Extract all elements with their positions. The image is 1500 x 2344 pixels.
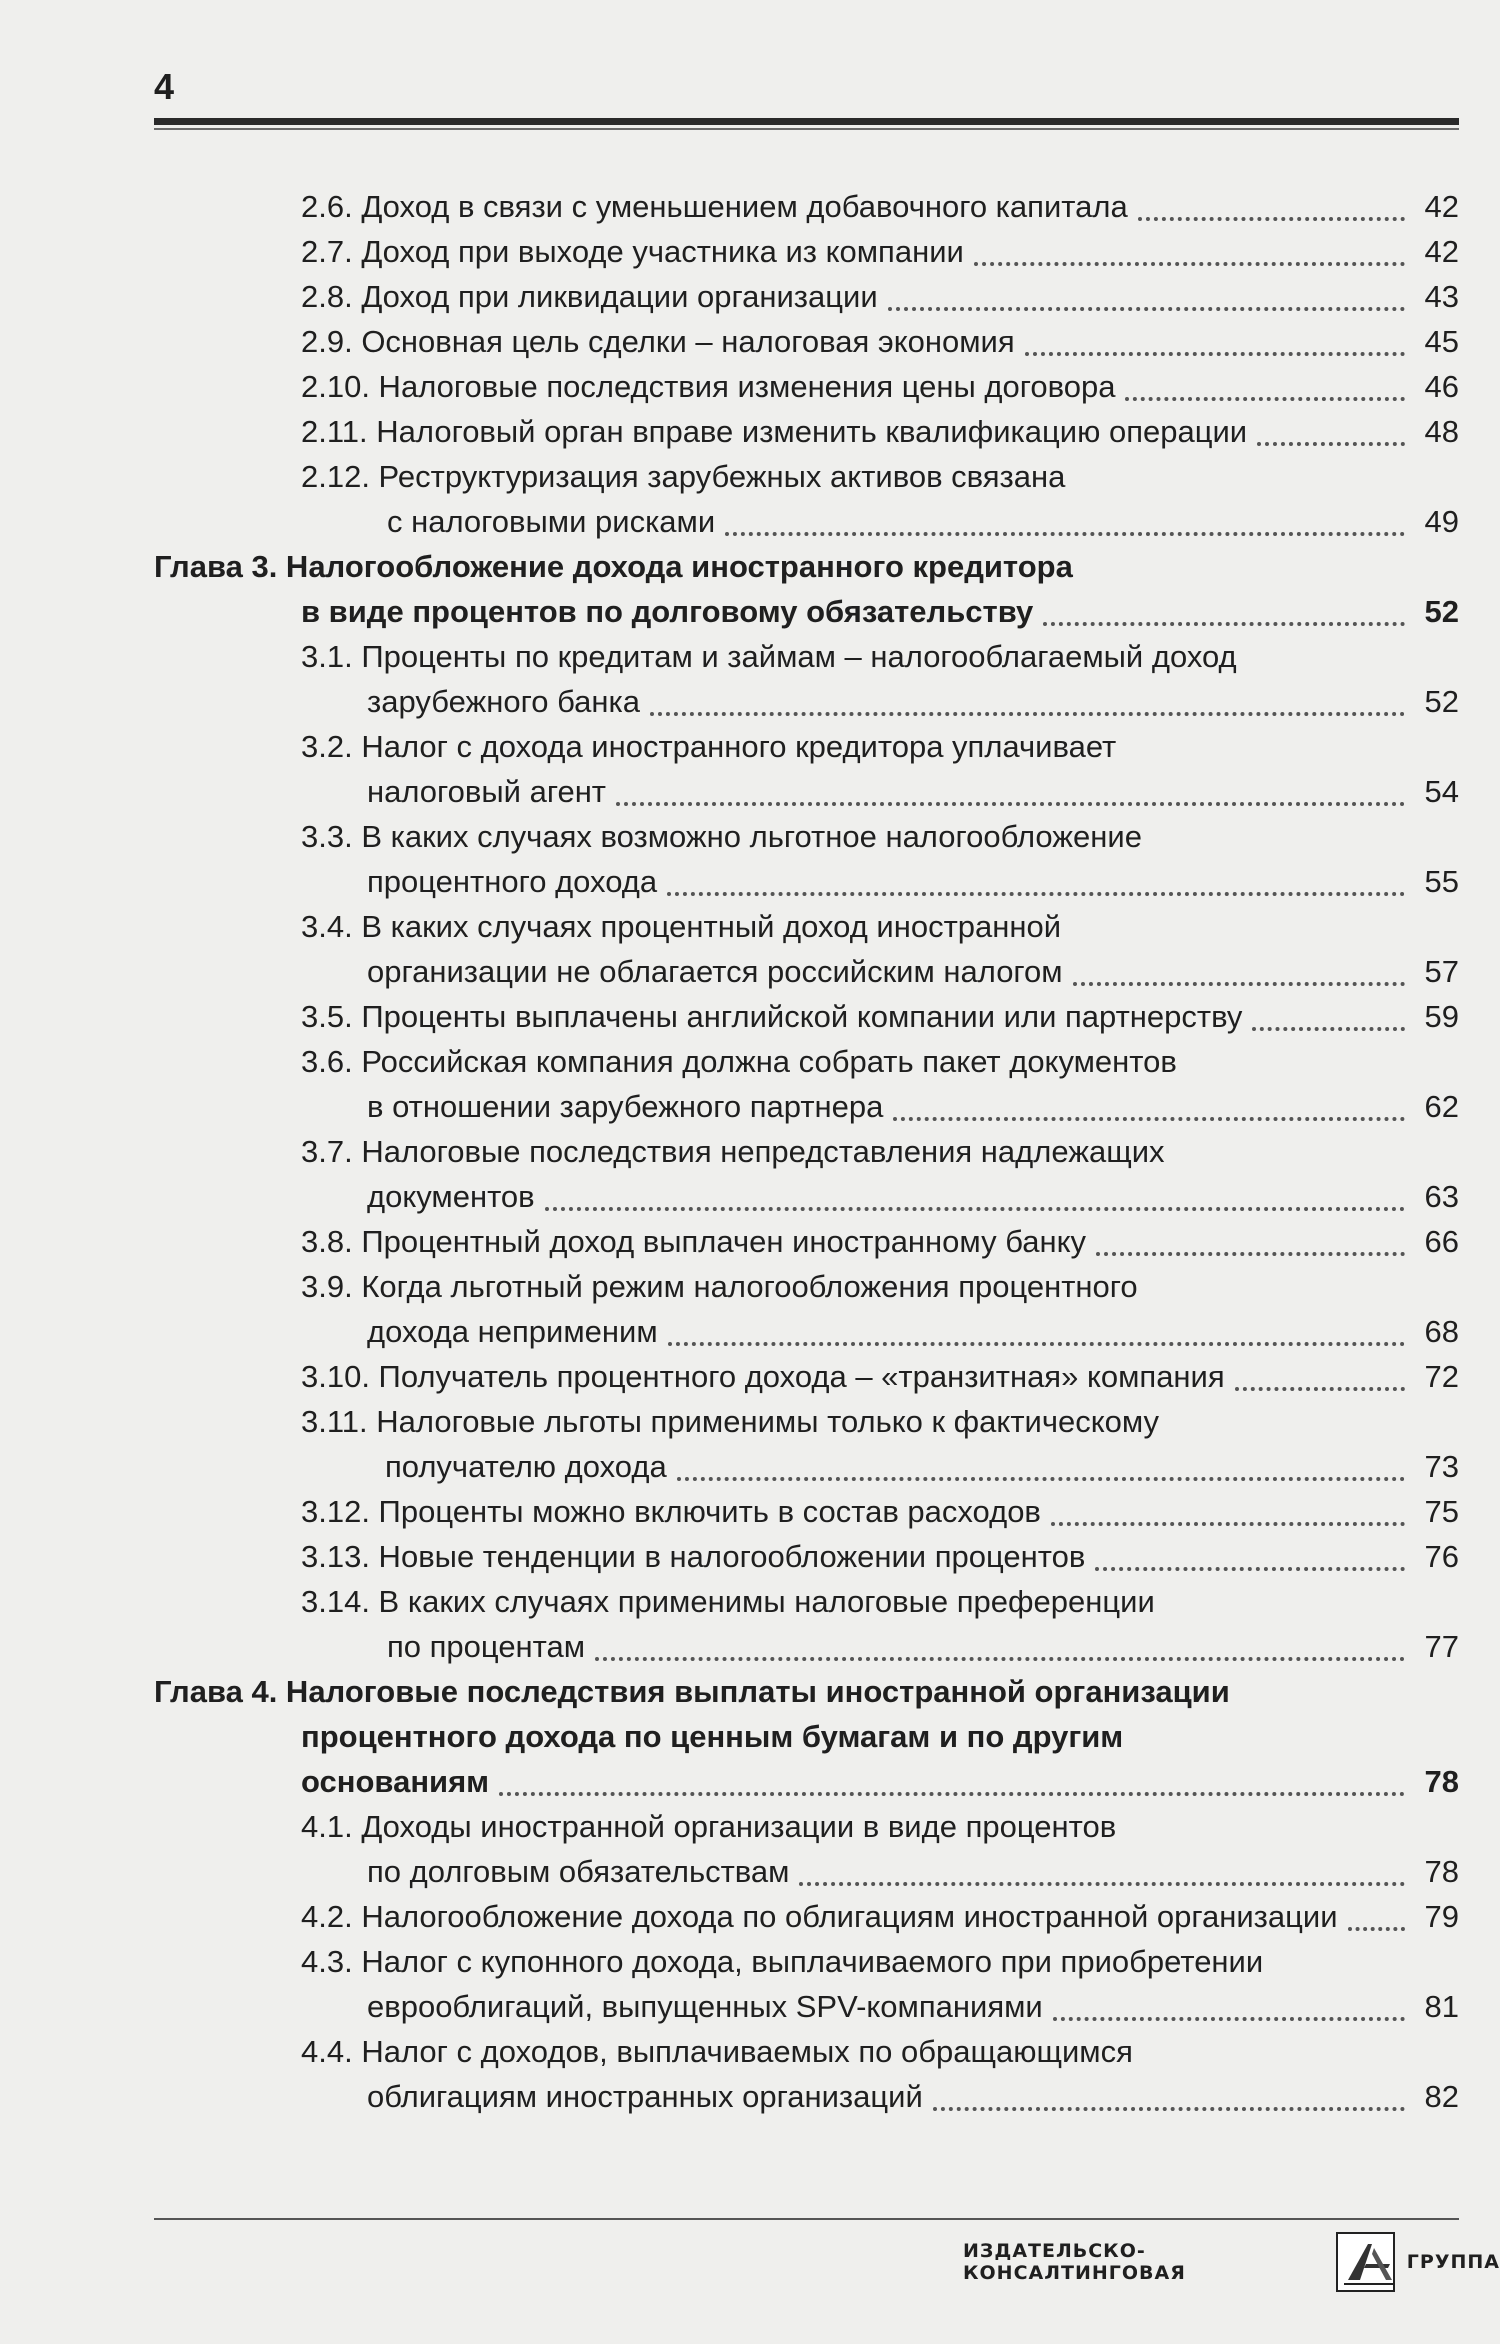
toc-entry — [154, 769, 1459, 814]
toc-page-number: 57 — [1424, 954, 1459, 989]
toc-entry-title-line: 3.9. Когда льготный режим налогообложения процентного — [301, 1269, 1138, 1304]
toc-entry — [154, 274, 1459, 319]
toc-dot-leader — [1257, 442, 1405, 446]
toc-entry-title: в виде процентов по долговому обязательству — [301, 594, 1034, 629]
toc-entry — [154, 1849, 1459, 1894]
toc-entry-title: 2.8. Доход при ликвидации организации — [301, 279, 878, 314]
toc-page-number: 76 — [1424, 1539, 1459, 1574]
toc-entry — [154, 499, 1459, 544]
publisher-group-label: ГРУППА — [1406, 2251, 1500, 2273]
toc-entry — [154, 1219, 1459, 1264]
toc-chapter-title-line: Глава 4. Налоговые последствия выплаты иностранной организации — [154, 1674, 1230, 1709]
toc-page-number: 52 — [1424, 684, 1459, 719]
toc-entry — [154, 184, 1459, 229]
toc-page-number: 59 — [1424, 999, 1459, 1034]
toc-page-number: 55 — [1424, 864, 1459, 899]
toc-entry-title: 4.2. Налогообложение дохода по облигациям иностранной организации — [301, 1899, 1338, 1934]
toc-entry — [154, 1309, 1459, 1354]
toc-entry-title: основаниям — [301, 1764, 490, 1799]
toc-entry-title: 2.6. Доход в связи с уменьшением добавочного капитала — [301, 189, 1128, 224]
toc-dot-leader — [616, 802, 1405, 806]
toc-entry — [154, 1894, 1459, 1939]
toc-dot-leader — [1138, 217, 1405, 221]
toc-chapter-entry — [154, 589, 1459, 634]
toc-dot-leader — [888, 307, 1405, 311]
toc-entry-title-line: 3.11. Налоговые льготы применимы только к фактическому — [301, 1404, 1160, 1439]
toc-entry-title: с налоговыми рисками — [387, 504, 716, 539]
toc-page-number: 48 — [1424, 414, 1459, 449]
footer-rule — [154, 2218, 1459, 2220]
toc-page-number: 63 — [1424, 1179, 1459, 1214]
toc-entry-title: 2.7. Доход при выходе участника из компании — [301, 234, 964, 269]
header-rule-thin — [154, 128, 1459, 130]
publisher-footer — [963, 2232, 1500, 2292]
toc-entry-title: документов — [367, 1179, 535, 1214]
toc-entry-title-line: 3.1. Проценты по кредитам и займам – налогооблагаемый доход — [301, 639, 1237, 674]
toc-dot-leader — [1095, 1567, 1405, 1571]
toc-entry — [154, 1084, 1459, 1129]
toc-entry-title: 3.10. Получатель процентного дохода – «транзитная» компания — [301, 1359, 1225, 1394]
toc-dot-leader — [725, 532, 1405, 536]
toc-entry-title: дохода неприменим — [367, 1314, 658, 1349]
toc-entry — [154, 949, 1459, 994]
toc-entry — [154, 679, 1459, 724]
toc-page-number: 62 — [1424, 1089, 1459, 1124]
toc-page-number: 66 — [1424, 1224, 1459, 1259]
toc-chapter-entry — [154, 1759, 1459, 1804]
toc-dot-leader — [677, 1477, 1405, 1481]
toc-dot-leader — [667, 892, 1405, 896]
toc-dot-leader — [893, 1117, 1405, 1121]
toc-page-number: 73 — [1424, 1449, 1459, 1484]
toc-entry-title: еврооблигаций, выпущенных SPV-компаниями — [367, 1989, 1043, 2024]
toc-entry-title: получателю дохода — [385, 1449, 667, 1484]
toc-page-number: 52 — [1424, 594, 1459, 629]
toc-page-number: 81 — [1424, 1989, 1459, 2024]
toc-dot-leader — [1043, 622, 1405, 626]
toc-page-number: 72 — [1424, 1359, 1459, 1394]
toc-entry-title-line: 3.14. В каких случаях применимы налоговые преференции — [301, 1584, 1155, 1619]
toc-entry — [154, 1354, 1459, 1399]
toc-dot-leader — [595, 1657, 1405, 1661]
toc-page-number: 75 — [1424, 1494, 1459, 1529]
toc-entry-title-line: 3.2. Налог с дохода иностранного кредитора уплачивает — [301, 729, 1117, 764]
toc-entry — [154, 2074, 1459, 2119]
toc-entry-title: по долговым обязательствам — [367, 1854, 790, 1889]
toc-dot-leader — [668, 1342, 1405, 1346]
toc-dot-leader — [1025, 352, 1405, 356]
toc-page-number: 54 — [1424, 774, 1459, 809]
toc-dot-leader — [1053, 2017, 1405, 2021]
toc-entry-title: 2.11. Налоговый орган вправе изменить квалификацию операции — [301, 414, 1248, 449]
toc-entry-title: облигациям иностранных организаций — [367, 2079, 923, 2114]
toc-page-number: 46 — [1424, 369, 1459, 404]
toc-page-number: 77 — [1424, 1629, 1459, 1664]
toc-entry-title: процентного дохода — [367, 864, 658, 899]
table-of-contents — [154, 184, 1459, 2119]
toc-page-number: 78 — [1424, 1854, 1459, 1889]
toc-dot-leader — [1051, 1522, 1405, 1526]
toc-entry-title-line: 3.4. В каких случаях процентный доход иностранной — [301, 909, 1062, 944]
header-rule — [154, 118, 1459, 125]
toc-entry-title-line: 3.7. Налоговые последствия непредставления надлежащих — [301, 1134, 1165, 1169]
toc-entry — [154, 859, 1459, 904]
toc-entry-title: зарубежного банка — [367, 684, 640, 719]
toc-dot-leader — [1235, 1387, 1405, 1391]
toc-entry — [154, 409, 1459, 454]
toc-page-number: 42 — [1424, 234, 1459, 269]
toc-entry-title: 3.13. Новые тенденции в налогообложении процентов — [301, 1539, 1086, 1574]
toc-entry-title: налоговый агент — [367, 774, 607, 809]
toc-entry-title: организации не облагается российским налогом — [367, 954, 1063, 989]
toc-page-number: 79 — [1424, 1899, 1459, 1934]
toc-entry-title: 3.12. Проценты можно включить в состав расходов — [301, 1494, 1041, 1529]
toc-dot-leader — [1125, 397, 1405, 401]
toc-page-number: 43 — [1424, 279, 1459, 314]
toc-entry — [154, 994, 1459, 1039]
toc-entry-title-line: 4.4. Налог с доходов, выплачиваемых по обращающимся — [301, 2034, 1133, 2069]
toc-page-number: 45 — [1424, 324, 1459, 359]
toc-dot-leader — [545, 1207, 1405, 1211]
toc-page-number: 82 — [1424, 2079, 1459, 2114]
toc-entry — [154, 1489, 1459, 1534]
toc-entry-title: 3.8. Процентный доход выплачен иностранному банку — [301, 1224, 1087, 1259]
page-number: 4 — [154, 66, 175, 107]
toc-entry — [154, 229, 1459, 274]
toc-entry — [154, 1444, 1459, 1489]
toc-page-number: 68 — [1424, 1314, 1459, 1349]
toc-page-number: 49 — [1424, 504, 1459, 539]
toc-page-number: 42 — [1424, 189, 1459, 224]
toc-entry — [154, 1984, 1459, 2029]
publisher-name: ИЗДАТЕЛЬСКО-КОНСАЛТИНГОВАЯ — [963, 2240, 1186, 2284]
toc-entry-title: по процентам — [387, 1629, 586, 1664]
toc-entry-title-line: 3.6. Российская компания должна собрать пакет документов — [301, 1044, 1177, 1079]
toc-chapter-title-line: процентного дохода по ценным бумагам и по другим — [301, 1719, 1124, 1754]
toc-entry-title: 2.9. Основная цель сделки – налоговая экономия — [301, 324, 1015, 359]
toc-dot-leader — [1348, 1927, 1405, 1931]
toc-entry — [154, 1624, 1459, 1669]
toc-dot-leader — [1096, 1252, 1405, 1256]
toc-entry — [154, 1174, 1459, 1219]
toc-entry — [154, 319, 1459, 364]
toc-entry-title-line: 4.3. Налог с купонного дохода, выплачиваемого при приобретении — [301, 1944, 1264, 1979]
toc-dot-leader — [974, 262, 1405, 266]
toc-chapter-title-line: Глава 3. Налогообложение дохода иностранного кредитора — [154, 549, 1073, 584]
toc-entry-title-line: 4.1. Доходы иностранной организации в виде процентов — [301, 1809, 1117, 1844]
publisher-logo-icon — [1336, 2232, 1395, 2292]
toc-entry-title: в отношении зарубежного партнера — [367, 1089, 884, 1124]
toc-dot-leader — [1073, 982, 1405, 986]
toc-dot-leader — [933, 2107, 1405, 2111]
toc-dot-leader — [799, 1882, 1405, 1886]
toc-entry-title-line: 3.3. В каких случаях возможно льготное налогообложение — [301, 819, 1142, 854]
toc-entry-title-line: 2.12. Реструктуризация зарубежных активов связана — [301, 459, 1066, 494]
toc-entry — [154, 364, 1459, 409]
toc-dot-leader — [650, 712, 1405, 716]
toc-dot-leader — [499, 1792, 1405, 1796]
toc-entry-title: 2.10. Налоговые последствия изменения цены договора — [301, 369, 1116, 404]
toc-entry — [154, 1534, 1459, 1579]
toc-entry-title: 3.5. Проценты выплачены английской компании или партнерству — [301, 999, 1243, 1034]
toc-page-number: 78 — [1424, 1764, 1459, 1799]
toc-dot-leader — [1252, 1027, 1405, 1031]
